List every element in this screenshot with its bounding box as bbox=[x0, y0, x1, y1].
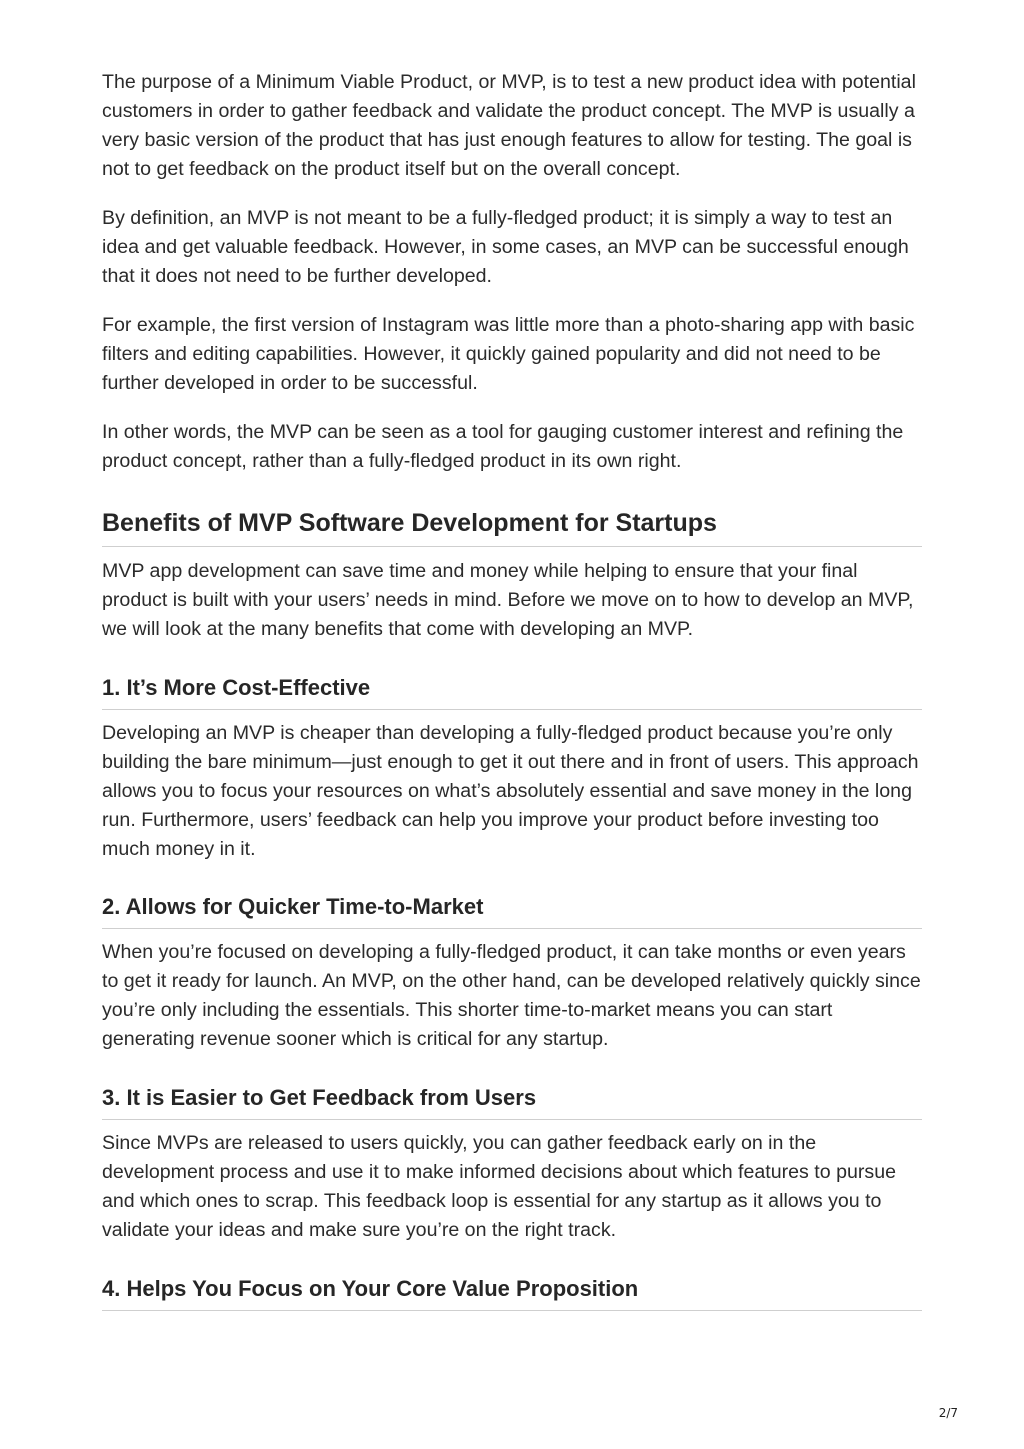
benefit-heading-4: 4. Helps You Focus on Your Core Value Proposition bbox=[102, 1273, 922, 1311]
page-number: 2/7 bbox=[938, 1406, 958, 1420]
benefit-body-3: Since MVPs are released to users quickly, you can gather feedback early on in the development process and use it to make informed decisions about which features to pursue and which ones to scrap. This feedback loop is essential for any startup as it allows you to validate your ideas and make sure you’re on the right track. bbox=[102, 1132, 896, 1241]
intro-paragraph-1: The purpose of a Minimum Viable Product, or MVP, is to test a new product idea with potential customers in order to gather feedback and validate the product concept. The MVP is usually a very basic version of the product that has just enough features to allow for testing. The goal is not to get feedback on the product itself but on the overall concept. bbox=[102, 71, 916, 180]
benefit-heading-2: 2. Allows for Quicker Time-to-Market bbox=[102, 891, 922, 929]
section-heading-benefits: Benefits of MVP Software Development for Startups bbox=[102, 506, 922, 547]
benefit-body-1: Developing an MVP is cheaper than developing a fully-fledged product because you’re only building the bare minimum—just enough to get it out there and in front of users. This approach allows you to focus your resources on what’s absolutely essential and save money in the long run. Furthermore, users’ feedback can help you improve your product before investing too much money in it. bbox=[102, 722, 919, 860]
intro-paragraph-4: In other words, the MVP can be seen as a tool for gauging customer interest and refining the product concept, rather than a fully-fledged product in its own right. bbox=[102, 421, 904, 472]
benefit-heading-1: 1. It’s More Cost-Effective bbox=[102, 672, 922, 710]
benefits-intro-paragraph: MVP app development can save time and money while helping to ensure that your final product is built with your users’ needs in mind. Before we move on to how to develop an MVP, we will look at the many benefits that come with developing an MVP. bbox=[102, 560, 914, 640]
benefit-heading-3: 3. It is Easier to Get Feedback from Users bbox=[102, 1082, 922, 1120]
intro-paragraph-2: By definition, an MVP is not meant to be a fully-fledged product; it is simply a way to test an idea and get valuable feedback. However, in some cases, an MVP can be successful enough that it does not need to be further developed. bbox=[102, 207, 909, 287]
document-body bbox=[102, 68, 922, 1320]
intro-paragraph-3: For example, the first version of Instagram was little more than a photo-sharing app with basic filters and editing capabilities. However, it quickly gained popularity and did not need to be further developed in order to be successful. bbox=[102, 314, 915, 394]
benefit-body-2: When you’re focused on developing a fully-fledged product, it can take months or even years to get it ready for launch. An MVP, on the other hand, can be developed relatively quickly since you’re only including the essentials. This shorter time-to-market means you can start generating revenue sooner which is critical for any startup. bbox=[102, 941, 921, 1050]
